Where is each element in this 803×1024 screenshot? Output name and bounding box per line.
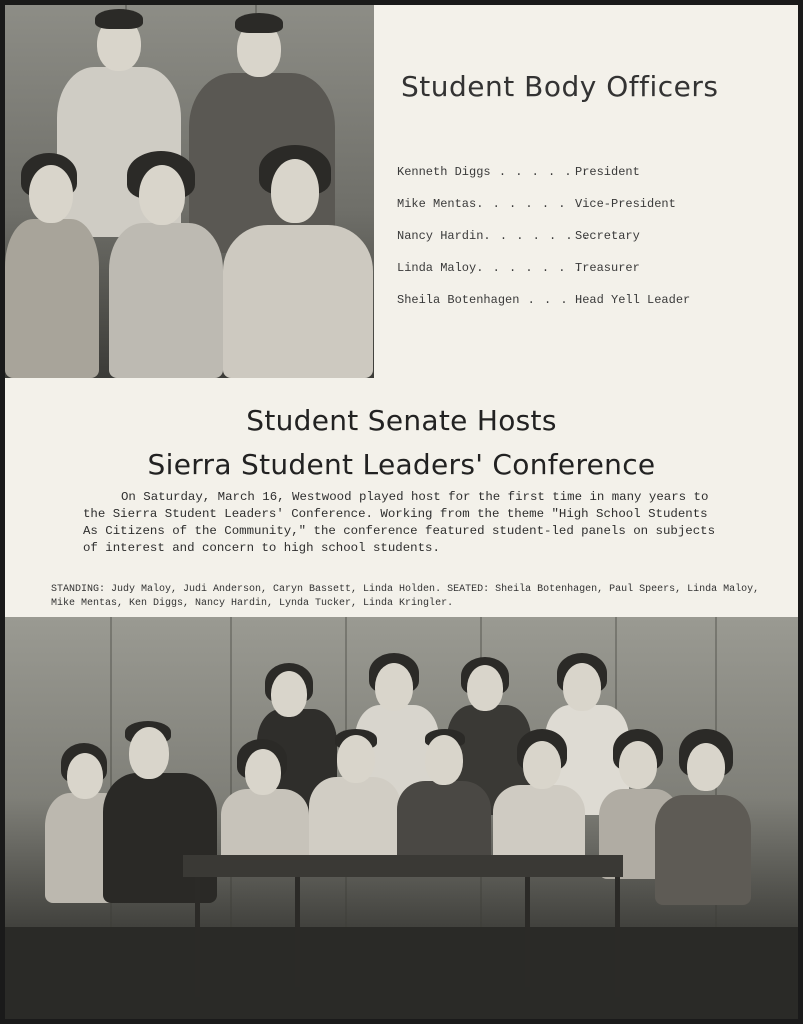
officer-name: Linda Maloy	[397, 261, 477, 275]
article-body: On Saturday, March 16, Westwood played host for the first time in many years to the Sierra Student Leaders' Conference. Working from the theme "High School Students As Citizens of the Community," the conference featured student-led panels on subjects of interest and concern to high school students.	[83, 490, 716, 555]
senate-headline	[5, 399, 798, 487]
officer-name: Mike Mentas	[397, 197, 477, 211]
officers-heading: Student Body Officers	[401, 70, 719, 103]
officer-role: Vice-President	[575, 197, 676, 211]
officer-role: Treasurer	[575, 261, 640, 275]
headline-line-2: Sierra Student Leaders' Conference	[147, 448, 656, 481]
officer-row	[397, 165, 727, 181]
officer-role: Secretary	[575, 229, 640, 243]
photo-caption: STANDING: Judy Maloy, Judi Anderson, Caryn Bassett, Linda Holden. SEATED: Sheila Botenhagen, Paul Speers, Linda Maloy, Mike Mentas, Ken Diggs, Nancy Hardin, Lynda Tucker, Linda Kringler.	[51, 584, 760, 609]
officer-role: Head Yell Leader	[575, 293, 691, 307]
officer-role: President	[575, 165, 640, 179]
headline-line-1: Student Senate Hosts	[246, 404, 557, 437]
leader-dots: . . . . . . .	[476, 197, 583, 211]
officer-row	[397, 229, 727, 245]
officer-name: Nancy Hardin	[397, 229, 484, 243]
officer-row	[397, 261, 727, 277]
leader-dots: . . . . . . .	[483, 229, 591, 243]
leader-dots: . . . . . .	[490, 165, 590, 179]
senate-group-photo	[5, 617, 798, 1019]
officers-photo	[5, 5, 374, 378]
officer-name: Sheila Botenhagen	[397, 293, 520, 307]
officer-row	[397, 197, 727, 213]
conference-table	[183, 855, 623, 877]
officer-row	[397, 293, 727, 309]
yearbook-page	[5, 5, 798, 1019]
leader-dots: . . . . . . .	[476, 261, 583, 275]
leader-dots: . . . .	[519, 293, 586, 307]
officer-name: Kenneth Diggs	[397, 165, 491, 179]
